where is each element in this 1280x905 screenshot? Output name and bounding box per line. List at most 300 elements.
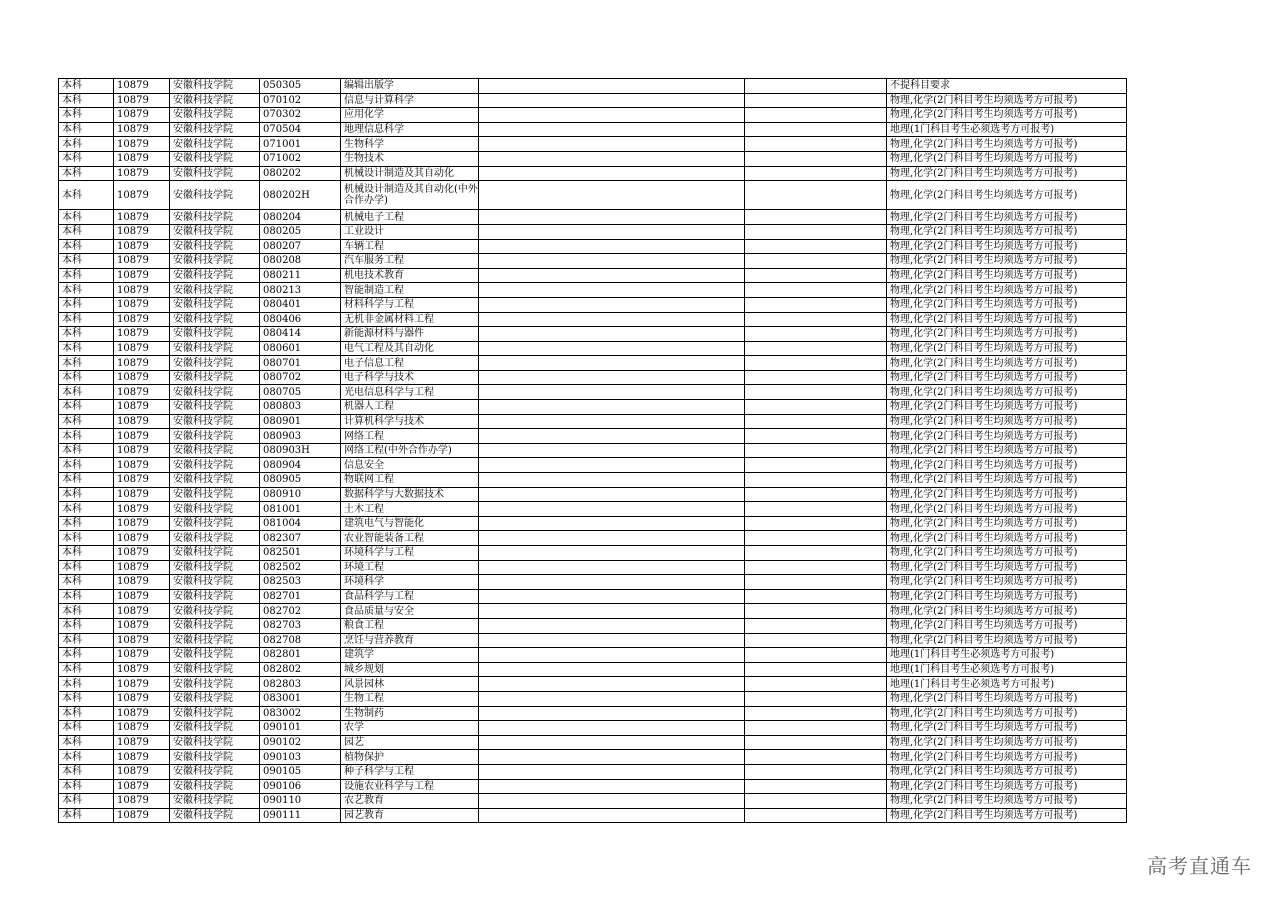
table-row bbox=[59, 502, 1127, 517]
school-code-cell: 10879 bbox=[114, 794, 170, 809]
blank-cell-a bbox=[479, 662, 745, 677]
batch-cell: 本科 bbox=[59, 691, 114, 706]
table-row bbox=[59, 297, 1127, 312]
table-row bbox=[59, 794, 1127, 809]
batch-cell: 本科 bbox=[59, 750, 114, 765]
table-row bbox=[59, 531, 1127, 546]
school-name-cell: 安徽科技学院 bbox=[170, 589, 260, 604]
blank-cell-a bbox=[479, 502, 745, 517]
blank-cell-b bbox=[745, 750, 887, 765]
school-name-cell: 安徽科技学院 bbox=[170, 618, 260, 633]
blank-cell-a bbox=[479, 385, 745, 400]
batch-cell: 本科 bbox=[59, 79, 114, 94]
blank-cell-a bbox=[479, 370, 745, 385]
school-code-cell: 10879 bbox=[114, 531, 170, 546]
school-name-cell: 安徽科技学院 bbox=[170, 137, 260, 152]
blank-cell-a bbox=[479, 356, 745, 371]
blank-cell-a bbox=[479, 633, 745, 648]
subject-requirement-cell: 物理,化学(2门科目考生均须选考方可报考) bbox=[887, 254, 1127, 269]
batch-cell: 本科 bbox=[59, 662, 114, 677]
batch-cell: 本科 bbox=[59, 779, 114, 794]
table-row bbox=[59, 254, 1127, 269]
subject-requirement-cell: 物理,化学(2门科目考生均须选考方可报考) bbox=[887, 604, 1127, 619]
table-row bbox=[59, 224, 1127, 239]
major-name-cell: 电子信息工程 bbox=[341, 356, 479, 371]
major-code-cell: 080702 bbox=[260, 370, 341, 385]
major-code-cell: 080601 bbox=[260, 341, 341, 356]
major-code-cell: 071002 bbox=[260, 151, 341, 166]
subject-requirement-cell: 物理,化学(2门科目考生均须选考方可报考) bbox=[887, 487, 1127, 502]
blank-cell-b bbox=[745, 385, 887, 400]
table-row bbox=[59, 327, 1127, 342]
school-code-cell: 10879 bbox=[114, 750, 170, 765]
table-row bbox=[59, 516, 1127, 531]
school-code-cell: 10879 bbox=[114, 443, 170, 458]
blank-cell-b bbox=[745, 458, 887, 473]
school-code-cell: 10879 bbox=[114, 210, 170, 225]
table-row bbox=[59, 706, 1127, 721]
batch-cell: 本科 bbox=[59, 502, 114, 517]
table-row bbox=[59, 385, 1127, 400]
major-code-cell: 080903 bbox=[260, 429, 341, 444]
major-name-cell: 电气工程及其自动化 bbox=[341, 341, 479, 356]
school-code-cell: 10879 bbox=[114, 151, 170, 166]
school-name-cell: 安徽科技学院 bbox=[170, 297, 260, 312]
blank-cell-b bbox=[745, 312, 887, 327]
school-name-cell: 安徽科技学院 bbox=[170, 400, 260, 415]
major-code-cell: 080903H bbox=[260, 443, 341, 458]
major-name-cell: 生物工程 bbox=[341, 691, 479, 706]
subject-requirement-cell: 物理,化学(2门科目考生均须选考方可报考) bbox=[887, 181, 1127, 210]
major-name-cell: 车辆工程 bbox=[341, 239, 479, 254]
school-code-cell: 10879 bbox=[114, 356, 170, 371]
major-code-cell: 080705 bbox=[260, 385, 341, 400]
major-code-cell: 081004 bbox=[260, 516, 341, 531]
blank-cell-a bbox=[479, 210, 745, 225]
major-code-cell: 082703 bbox=[260, 618, 341, 633]
table-body bbox=[59, 79, 1127, 823]
major-name-cell: 机电技术教育 bbox=[341, 268, 479, 283]
subject-requirement-cell: 物理,化学(2门科目考生均须选考方可报考) bbox=[887, 473, 1127, 488]
school-name-cell: 安徽科技学院 bbox=[170, 575, 260, 590]
batch-cell: 本科 bbox=[59, 560, 114, 575]
subject-requirement-cell: 物理,化学(2门科目考生均须选考方可报考) bbox=[887, 560, 1127, 575]
major-name-cell: 城乡规划 bbox=[341, 662, 479, 677]
batch-cell: 本科 bbox=[59, 618, 114, 633]
blank-cell-a bbox=[479, 604, 745, 619]
school-name-cell: 安徽科技学院 bbox=[170, 691, 260, 706]
school-name-cell: 安徽科技学院 bbox=[170, 516, 260, 531]
blank-cell-a bbox=[479, 122, 745, 137]
blank-cell-a bbox=[479, 414, 745, 429]
school-name-cell: 安徽科技学院 bbox=[170, 735, 260, 750]
school-code-cell: 10879 bbox=[114, 429, 170, 444]
blank-cell-a bbox=[479, 108, 745, 123]
major-code-cell: 080204 bbox=[260, 210, 341, 225]
blank-cell-a bbox=[479, 443, 745, 458]
major-name-cell: 农艺教育 bbox=[341, 794, 479, 809]
major-code-cell: 090101 bbox=[260, 721, 341, 736]
school-name-cell: 安徽科技学院 bbox=[170, 166, 260, 181]
major-name-cell: 农业智能装备工程 bbox=[341, 531, 479, 546]
major-name-cell: 设施农业科学与工程 bbox=[341, 779, 479, 794]
blank-cell-b bbox=[745, 779, 887, 794]
major-name-cell: 土木工程 bbox=[341, 502, 479, 517]
batch-cell: 本科 bbox=[59, 531, 114, 546]
school-code-cell: 10879 bbox=[114, 764, 170, 779]
subject-requirement-cell: 物理,化学(2门科目考生均须选考方可报考) bbox=[887, 458, 1127, 473]
major-code-cell: 080401 bbox=[260, 297, 341, 312]
blank-cell-a bbox=[479, 808, 745, 823]
major-name-cell: 信息与计算科学 bbox=[341, 93, 479, 108]
major-name-cell: 粮食工程 bbox=[341, 618, 479, 633]
batch-cell: 本科 bbox=[59, 137, 114, 152]
subject-requirement-cell: 物理,化学(2门科目考生均须选考方可报考) bbox=[887, 166, 1127, 181]
major-code-cell: 081001 bbox=[260, 502, 341, 517]
school-code-cell: 10879 bbox=[114, 93, 170, 108]
school-code-cell: 10879 bbox=[114, 473, 170, 488]
blank-cell-a bbox=[479, 341, 745, 356]
school-name-cell: 安徽科技学院 bbox=[170, 341, 260, 356]
subject-requirement-cell: 物理,化学(2门科目考生均须选考方可报考) bbox=[887, 297, 1127, 312]
major-name-cell: 材料科学与工程 bbox=[341, 297, 479, 312]
major-code-cell: 080414 bbox=[260, 327, 341, 342]
blank-cell-b bbox=[745, 808, 887, 823]
batch-cell: 本科 bbox=[59, 414, 114, 429]
table-row bbox=[59, 151, 1127, 166]
subject-requirement-cell: 物理,化学(2门科目考生均须选考方可报考) bbox=[887, 283, 1127, 298]
school-code-cell: 10879 bbox=[114, 546, 170, 561]
school-name-cell: 安徽科技学院 bbox=[170, 706, 260, 721]
subject-requirement-cell: 物理,化学(2门科目考生均须选考方可报考) bbox=[887, 706, 1127, 721]
watermark-text: 高考直通车 bbox=[1147, 854, 1252, 878]
school-name-cell: 安徽科技学院 bbox=[170, 327, 260, 342]
school-code-cell: 10879 bbox=[114, 735, 170, 750]
subject-requirement-cell: 物理,化学(2门科目考生均须选考方可报考) bbox=[887, 341, 1127, 356]
blank-cell-b bbox=[745, 181, 887, 210]
blank-cell-a bbox=[479, 151, 745, 166]
table-row bbox=[59, 268, 1127, 283]
blank-cell-b bbox=[745, 429, 887, 444]
blank-cell-b bbox=[745, 502, 887, 517]
major-code-cell: 070504 bbox=[260, 122, 341, 137]
blank-cell-b bbox=[745, 239, 887, 254]
table-row bbox=[59, 181, 1127, 210]
blank-cell-a bbox=[479, 268, 745, 283]
batch-cell: 本科 bbox=[59, 633, 114, 648]
major-name-cell: 园艺 bbox=[341, 735, 479, 750]
major-code-cell: 080910 bbox=[260, 487, 341, 502]
school-code-cell: 10879 bbox=[114, 633, 170, 648]
blank-cell-b bbox=[745, 356, 887, 371]
blank-cell-a bbox=[479, 400, 745, 415]
batch-cell: 本科 bbox=[59, 370, 114, 385]
major-name-cell: 机械设计制造及其自动化 bbox=[341, 166, 479, 181]
subject-requirement-cell: 物理,化学(2门科目考生均须选考方可报考) bbox=[887, 764, 1127, 779]
major-code-cell: 080202H bbox=[260, 181, 341, 210]
subject-requirement-cell: 物理,化学(2门科目考生均须选考方可报考) bbox=[887, 721, 1127, 736]
school-code-cell: 10879 bbox=[114, 385, 170, 400]
subject-requirement-cell: 地理(1门科目考生必须选考方可报考) bbox=[887, 648, 1127, 663]
school-name-cell: 安徽科技学院 bbox=[170, 750, 260, 765]
blank-cell-a bbox=[479, 181, 745, 210]
blank-cell-a bbox=[479, 618, 745, 633]
blank-cell-b bbox=[745, 531, 887, 546]
batch-cell: 本科 bbox=[59, 385, 114, 400]
school-code-cell: 10879 bbox=[114, 122, 170, 137]
school-name-cell: 安徽科技学院 bbox=[170, 268, 260, 283]
blank-cell-a bbox=[479, 721, 745, 736]
blank-cell-b bbox=[745, 414, 887, 429]
school-name-cell: 安徽科技学院 bbox=[170, 487, 260, 502]
major-name-cell: 工业设计 bbox=[341, 224, 479, 239]
school-name-cell: 安徽科技学院 bbox=[170, 473, 260, 488]
subject-requirement-cell: 物理,化学(2门科目考生均须选考方可报考) bbox=[887, 108, 1127, 123]
batch-cell: 本科 bbox=[59, 239, 114, 254]
blank-cell-b bbox=[745, 487, 887, 502]
major-name-cell: 电子科学与技术 bbox=[341, 370, 479, 385]
major-code-cell: 090103 bbox=[260, 750, 341, 765]
blank-cell-a bbox=[479, 166, 745, 181]
major-name-cell: 生物技术 bbox=[341, 151, 479, 166]
major-code-cell: 090105 bbox=[260, 764, 341, 779]
school-name-cell: 安徽科技学院 bbox=[170, 93, 260, 108]
major-name-cell: 环境科学 bbox=[341, 575, 479, 590]
major-code-cell: 090111 bbox=[260, 808, 341, 823]
blank-cell-a bbox=[479, 297, 745, 312]
blank-cell-a bbox=[479, 531, 745, 546]
major-name-cell: 地理信息科学 bbox=[341, 122, 479, 137]
table-row bbox=[59, 604, 1127, 619]
major-code-cell: 082802 bbox=[260, 662, 341, 677]
blank-cell-a bbox=[479, 487, 745, 502]
school-code-cell: 10879 bbox=[114, 618, 170, 633]
school-name-cell: 安徽科技学院 bbox=[170, 210, 260, 225]
major-name-cell: 植物保护 bbox=[341, 750, 479, 765]
batch-cell: 本科 bbox=[59, 808, 114, 823]
blank-cell-a bbox=[479, 93, 745, 108]
table-row bbox=[59, 764, 1127, 779]
blank-cell-b bbox=[745, 691, 887, 706]
subject-requirement-cell: 物理,化学(2门科目考生均须选考方可报考) bbox=[887, 210, 1127, 225]
school-name-cell: 安徽科技学院 bbox=[170, 648, 260, 663]
major-name-cell: 信息安全 bbox=[341, 458, 479, 473]
blank-cell-b bbox=[745, 794, 887, 809]
subject-requirement-cell: 物理,化学(2门科目考生均须选考方可报考) bbox=[887, 414, 1127, 429]
table-row bbox=[59, 429, 1127, 444]
major-name-cell: 汽车服务工程 bbox=[341, 254, 479, 269]
major-name-cell: 光电信息科学与工程 bbox=[341, 385, 479, 400]
school-code-cell: 10879 bbox=[114, 312, 170, 327]
school-code-cell: 10879 bbox=[114, 779, 170, 794]
batch-cell: 本科 bbox=[59, 721, 114, 736]
major-name-cell: 新能源材料与器件 bbox=[341, 327, 479, 342]
major-code-cell: 080701 bbox=[260, 356, 341, 371]
blank-cell-a bbox=[479, 239, 745, 254]
batch-cell: 本科 bbox=[59, 546, 114, 561]
major-name-cell: 建筑学 bbox=[341, 648, 479, 663]
school-name-cell: 安徽科技学院 bbox=[170, 764, 260, 779]
table-row bbox=[59, 122, 1127, 137]
blank-cell-b bbox=[745, 224, 887, 239]
table-row bbox=[59, 93, 1127, 108]
school-code-cell: 10879 bbox=[114, 341, 170, 356]
blank-cell-a bbox=[479, 137, 745, 152]
blank-cell-a bbox=[479, 560, 745, 575]
major-code-cell: 080208 bbox=[260, 254, 341, 269]
table-row bbox=[59, 648, 1127, 663]
batch-cell: 本科 bbox=[59, 443, 114, 458]
blank-cell-b bbox=[745, 677, 887, 692]
table-row bbox=[59, 473, 1127, 488]
school-code-cell: 10879 bbox=[114, 706, 170, 721]
school-name-cell: 安徽科技学院 bbox=[170, 239, 260, 254]
subject-requirement-cell: 物理,化学(2门科目考生均须选考方可报考) bbox=[887, 239, 1127, 254]
major-code-cell: 082503 bbox=[260, 575, 341, 590]
blank-cell-b bbox=[745, 400, 887, 415]
subject-requirement-cell: 物理,化学(2门科目考生均须选考方可报考) bbox=[887, 808, 1127, 823]
table-row bbox=[59, 341, 1127, 356]
subject-requirement-cell: 物理,化学(2门科目考生均须选考方可报考) bbox=[887, 224, 1127, 239]
blank-cell-b bbox=[745, 706, 887, 721]
table-row bbox=[59, 443, 1127, 458]
blank-cell-b bbox=[745, 108, 887, 123]
blank-cell-b bbox=[745, 122, 887, 137]
school-code-cell: 10879 bbox=[114, 662, 170, 677]
blank-cell-b bbox=[745, 575, 887, 590]
school-code-cell: 10879 bbox=[114, 575, 170, 590]
school-name-cell: 安徽科技学院 bbox=[170, 429, 260, 444]
major-name-cell: 机器人工程 bbox=[341, 400, 479, 415]
blank-cell-b bbox=[745, 764, 887, 779]
subject-requirement-cell: 物理,化学(2门科目考生均须选考方可报考) bbox=[887, 575, 1127, 590]
blank-cell-a bbox=[479, 589, 745, 604]
blank-cell-b bbox=[745, 721, 887, 736]
major-code-cell: 080904 bbox=[260, 458, 341, 473]
subject-requirement-cell: 地理(1门科目考生必须选考方可报考) bbox=[887, 677, 1127, 692]
major-code-cell: 080213 bbox=[260, 283, 341, 298]
major-name-cell: 生物制药 bbox=[341, 706, 479, 721]
subject-requirement-cell: 物理,化学(2门科目考生均须选考方可报考) bbox=[887, 137, 1127, 152]
subject-requirement-cell: 物理,化学(2门科目考生均须选考方可报考) bbox=[887, 429, 1127, 444]
blank-cell-b bbox=[745, 137, 887, 152]
school-code-cell: 10879 bbox=[114, 166, 170, 181]
blank-cell-b bbox=[745, 662, 887, 677]
table-row bbox=[59, 79, 1127, 94]
school-name-cell: 安徽科技学院 bbox=[170, 633, 260, 648]
school-name-cell: 安徽科技学院 bbox=[170, 181, 260, 210]
major-code-cell: 083001 bbox=[260, 691, 341, 706]
subject-requirement-cell: 物理,化学(2门科目考生均须选考方可报考) bbox=[887, 794, 1127, 809]
blank-cell-b bbox=[745, 297, 887, 312]
batch-cell: 本科 bbox=[59, 648, 114, 663]
major-code-cell: 082803 bbox=[260, 677, 341, 692]
table-row bbox=[59, 487, 1127, 502]
blank-cell-b bbox=[745, 546, 887, 561]
subject-requirement-cell: 物理,化学(2门科目考生均须选考方可报考) bbox=[887, 546, 1127, 561]
table-row bbox=[59, 414, 1127, 429]
blank-cell-b bbox=[745, 633, 887, 648]
table-row bbox=[59, 108, 1127, 123]
major-code-cell: 090110 bbox=[260, 794, 341, 809]
school-name-cell: 安徽科技学院 bbox=[170, 662, 260, 677]
major-code-cell: 090106 bbox=[260, 779, 341, 794]
table-row bbox=[59, 283, 1127, 298]
batch-cell: 本科 bbox=[59, 735, 114, 750]
subject-requirement-cell: 物理,化学(2门科目考生均须选考方可报考) bbox=[887, 516, 1127, 531]
school-code-cell: 10879 bbox=[114, 604, 170, 619]
school-code-cell: 10879 bbox=[114, 79, 170, 94]
school-code-cell: 10879 bbox=[114, 487, 170, 502]
major-code-cell: 080905 bbox=[260, 473, 341, 488]
blank-cell-a bbox=[479, 429, 745, 444]
batch-cell: 本科 bbox=[59, 400, 114, 415]
table-row bbox=[59, 750, 1127, 765]
major-code-cell: 080205 bbox=[260, 224, 341, 239]
major-code-cell: 080207 bbox=[260, 239, 341, 254]
blank-cell-a bbox=[479, 735, 745, 750]
major-code-cell: 082307 bbox=[260, 531, 341, 546]
batch-cell: 本科 bbox=[59, 108, 114, 123]
subject-requirement-cell: 地理(1门科目考生必须选考方可报考) bbox=[887, 122, 1127, 137]
subject-requirement-cell: 物理,化学(2门科目考生均须选考方可报考) bbox=[887, 779, 1127, 794]
school-code-cell: 10879 bbox=[114, 691, 170, 706]
batch-cell: 本科 bbox=[59, 210, 114, 225]
school-name-cell: 安徽科技学院 bbox=[170, 560, 260, 575]
major-name-cell: 食品质量与安全 bbox=[341, 604, 479, 619]
major-code-cell: 082502 bbox=[260, 560, 341, 575]
batch-cell: 本科 bbox=[59, 122, 114, 137]
table-row bbox=[59, 458, 1127, 473]
major-code-cell: 080211 bbox=[260, 268, 341, 283]
school-name-cell: 安徽科技学院 bbox=[170, 122, 260, 137]
major-name-cell: 生物科学 bbox=[341, 137, 479, 152]
table-row bbox=[59, 546, 1127, 561]
school-code-cell: 10879 bbox=[114, 239, 170, 254]
subject-requirement-cell: 地理(1门科目考生必须选考方可报考) bbox=[887, 662, 1127, 677]
table-row bbox=[59, 166, 1127, 181]
school-name-cell: 安徽科技学院 bbox=[170, 108, 260, 123]
major-code-cell: 082702 bbox=[260, 604, 341, 619]
school-code-cell: 10879 bbox=[114, 677, 170, 692]
table-row bbox=[59, 400, 1127, 415]
batch-cell: 本科 bbox=[59, 166, 114, 181]
school-code-cell: 10879 bbox=[114, 589, 170, 604]
table-row bbox=[59, 589, 1127, 604]
school-code-cell: 10879 bbox=[114, 808, 170, 823]
table-row bbox=[59, 735, 1127, 750]
blank-cell-b bbox=[745, 79, 887, 94]
batch-cell: 本科 bbox=[59, 327, 114, 342]
table-row bbox=[59, 808, 1127, 823]
school-name-cell: 安徽科技学院 bbox=[170, 458, 260, 473]
school-name-cell: 安徽科技学院 bbox=[170, 370, 260, 385]
school-name-cell: 安徽科技学院 bbox=[170, 254, 260, 269]
batch-cell: 本科 bbox=[59, 429, 114, 444]
school-name-cell: 安徽科技学院 bbox=[170, 546, 260, 561]
batch-cell: 本科 bbox=[59, 297, 114, 312]
major-name-cell: 种子科学与工程 bbox=[341, 764, 479, 779]
major-code-cell: 050305 bbox=[260, 79, 341, 94]
batch-cell: 本科 bbox=[59, 312, 114, 327]
batch-cell: 本科 bbox=[59, 589, 114, 604]
major-code-cell: 082701 bbox=[260, 589, 341, 604]
subject-requirement-cell: 物理,化学(2门科目考生均须选考方可报考) bbox=[887, 151, 1127, 166]
batch-cell: 本科 bbox=[59, 706, 114, 721]
blank-cell-b bbox=[745, 735, 887, 750]
subject-requirement-cell: 物理,化学(2门科目考生均须选考方可报考) bbox=[887, 502, 1127, 517]
major-name-cell: 计算机科学与技术 bbox=[341, 414, 479, 429]
